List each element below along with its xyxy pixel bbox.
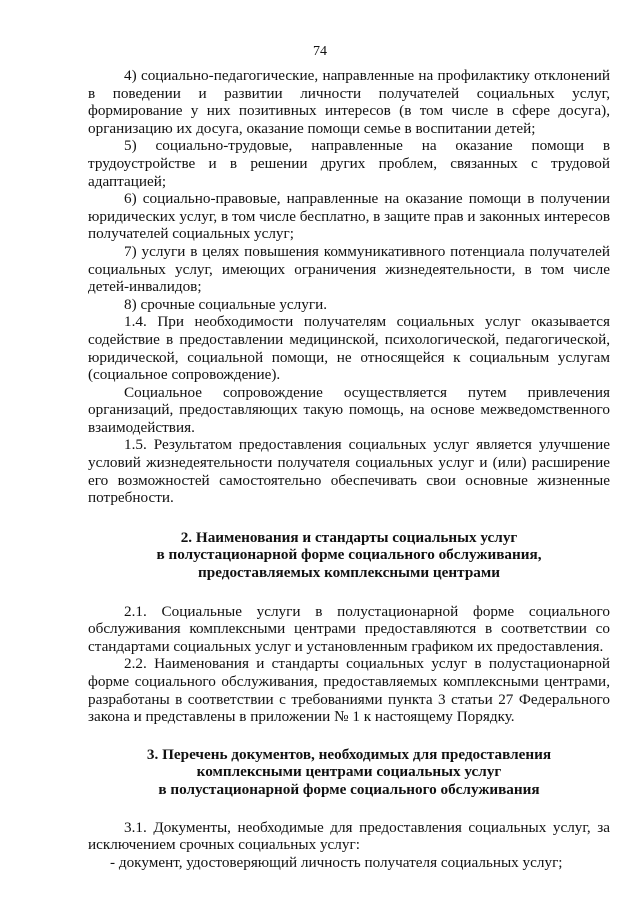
paragraph-2-2: 2.2. Наименования и стандарты социальных услуг в полустационарной форме социального обслуживания, предоставляемых комплексными центрами, разработаны в соответствии с требованиями пункта 3 статьи 27 Федерального закона и представлены в приложении № 1 к настоящему Порядку. (88, 655, 610, 726)
paragraph-2-1: 2.1. Социальные услуги в полустационарной форме социального обслуживания комплексными центрами предоставляются в соответствии со стандартами социальных услуг и установленным графиком их предоставления. (88, 602, 610, 655)
paragraph-1-4: 1.4. При необходимости получателям социальных услуг оказывается содействие в предоставлении медицинской, психологической, педагогической, юридической, социальной помощи, не относящейся к социальным услугам (социальное сопровождение). (88, 313, 610, 384)
section-2-title-line: 2. Наименования и стандарты социальных услуг (180, 528, 518, 546)
section-2-heading (88, 529, 610, 582)
paragraph-3-1: 3.1. Документы, необходимые для предоставления социальных услуг, за исключением срочных социальных услуг: (88, 818, 610, 854)
paragraph-1-5: 1.5. Результатом предоставления социальных услуг является улучшение условий жизнедеятельности получателя социальных услуг и (или) расширение его возможностей самостоятельно обеспечивать свои основные жизненные потребности. (88, 436, 610, 507)
section-3-title-line: 3. Перечень документов, необходимых для предоставления (146, 745, 552, 763)
section-3-title-line: в полустационарной форме социального обслуживания (158, 780, 540, 798)
section-3-title-line: комплексными центрами социальных услуг (196, 763, 502, 781)
list-item-identity-document: - документ, удостоверяющий личность получателя социальных услуг; (110, 853, 563, 871)
page-content (88, 67, 610, 871)
section-3-heading (88, 746, 610, 799)
paragraph-social-support: Социальное сопровождение осуществляется путем привлечения организаций, предоставляющих такую помощь, на основе межведомственного взаимодействия. (88, 383, 610, 436)
paragraph-item-8: 8) срочные социальные услуги. (124, 295, 327, 313)
section-2-title-line: в полустационарной форме социального обслуживания, (156, 546, 542, 564)
section-2-title-line: предоставляемых комплексными центрами (198, 564, 500, 582)
page-number: 74 (313, 44, 327, 59)
paragraph-item-5: 5) социально-трудовые, направленные на оказание помощи в трудоустройстве и в решении других проблем, связанных с трудовой адаптацией; (88, 137, 610, 190)
paragraph-item-7: 7) услуги в целях повышения коммуникативного потенциала получателей социальных услуг, имеющих ограничения жизнедеятельности, в том числе детей-инвалидов; (88, 242, 610, 296)
paragraph-item-4: 4) социально-педагогические, направленные на профилактику отклонений в поведении и развитии личности получателей социальных услуг, формирование у них позитивных интересов (в том числе в сфере досуга), организацию их досуга, оказание помощи семье в воспитании детей; (88, 67, 610, 137)
paragraph-item-6: 6) социально-правовые, направленные на оказание помощи в получении юридических услуг, в том числе бесплатно, в защите прав и законных интересов получателей социальных услуг; (88, 190, 610, 243)
